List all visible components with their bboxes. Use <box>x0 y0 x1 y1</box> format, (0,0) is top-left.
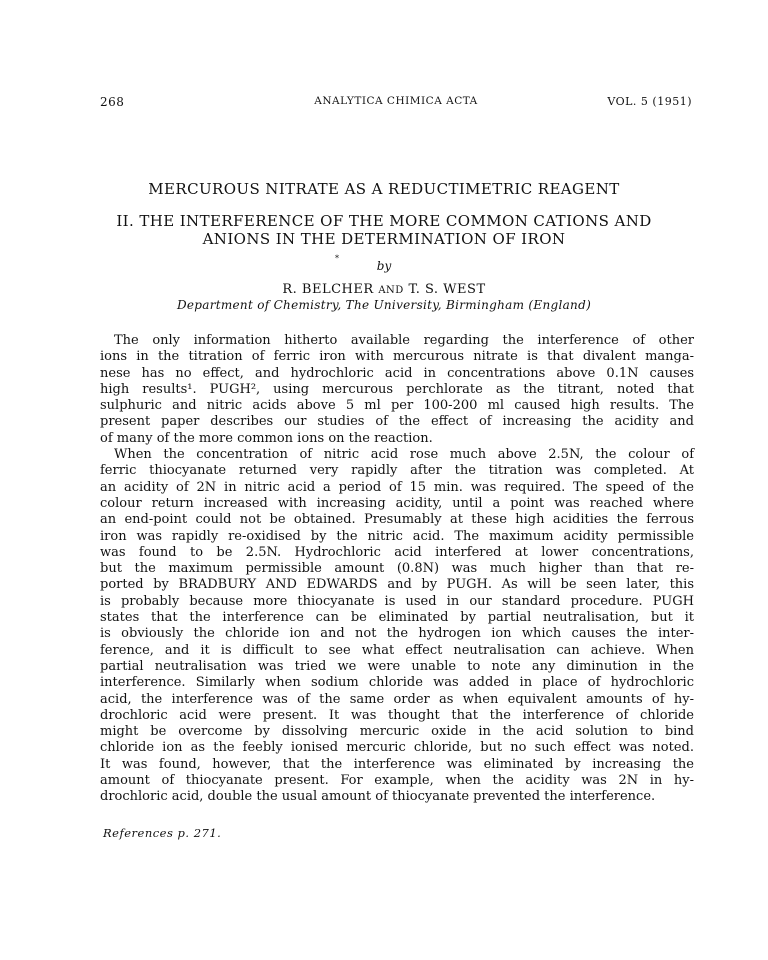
journal-name: ANALYTICA CHIMICA ACTA <box>314 95 478 107</box>
text-line: amount of thiocyanate present. For example, when the acidity was 2N in hy- <box>100 773 694 789</box>
paragraph-2 <box>100 447 694 806</box>
text-line: ions in the titration of ferric iron with mercurous nitrate is that divalent manga- <box>100 349 694 365</box>
text-line: ferric thiocyanate returned very rapidly after the titration was completed. At <box>100 463 694 479</box>
author-conjunction: AND <box>378 285 404 296</box>
text-line: iron was rapidly re-oxidised by the nitric acid. The maximum acidity permissible <box>100 528 694 544</box>
page-number: 268 <box>100 95 125 109</box>
text-line: chloride ion as the feebly ionised mercuric chloride, but no such effect was noted. <box>100 740 694 756</box>
text-line: drochloric acid, double the usual amount of thiocyanate prevented the interference. <box>100 789 656 805</box>
author-1: R. BELCHER <box>282 282 374 297</box>
text-line: ference, and it is difficult to see what effect neutralisation can achieve. When <box>100 642 694 658</box>
text-line: of many of the more common ions on the reaction. <box>100 430 433 446</box>
references-note: References p. 271. <box>103 826 222 840</box>
running-head <box>100 95 692 113</box>
affiliation: Department of Chemistry, The University, Birmingham (England) <box>176 298 592 312</box>
text-line: is obviously the chloride ion and not the hydrogen ion which causes the inter- <box>100 626 694 642</box>
text-line: acid, the interference was of the same order as when equivalent amounts of hy- <box>100 691 694 707</box>
paragraph-1 <box>100 333 694 447</box>
article-title: MERCUROUS NITRATE AS A REDUCTIMETRIC REAGENT <box>148 180 620 198</box>
article-subtitle-line2: ANIONS IN THE DETERMINATION OF IRON <box>202 230 566 248</box>
text-line: colour return increased with increasing acidity, until a point was reached where <box>100 495 694 511</box>
text-line: interference. Similarly when sodium chloride was added in place of hydrochloric <box>100 675 694 691</box>
article-body <box>100 333 694 806</box>
text-line: an acidity of 2N in nitric acid a period of 15 min. was required. The speed of the <box>100 479 694 495</box>
text-line: When the concentration of nitric acid rose much above 2.5N, the colour of <box>114 447 694 463</box>
text-line: present paper describes our studies of the effect of increasing the acidity and <box>100 414 694 430</box>
text-line: is probably because more thiocyanate is used in our standard procedure. PUGH <box>100 593 694 609</box>
text-line: It was found, however, that the interference was eliminated by increasing the <box>100 756 694 772</box>
article-subtitle-line1: II. THE INTERFERENCE OF THE MORE COMMON CATIONS AND <box>116 212 652 230</box>
byline-by: by <box>376 259 392 273</box>
text-line: partial neutralisation was tried we were unable to note any diminution in the <box>100 658 694 674</box>
footnote-star: * <box>335 254 339 263</box>
text-line: sulphuric and nitric acids above 5 ml per 100-200 ml caused high results. The <box>100 398 694 414</box>
text-line: an end-point could not be obtained. Presumably at these high acidities the ferrous <box>100 512 694 528</box>
text-line: nese has no effect, and hydrochloric acid in concentrations above 0.1N causes <box>100 365 694 381</box>
text-line: drochloric acid were present. It was thought that the interference of chloride <box>100 707 694 723</box>
volume-info: VOL. 5 (1951) <box>607 95 692 108</box>
author-2: T. S. WEST <box>408 282 486 297</box>
text-line: might be overcome by dissolving mercuric oxide in the acid solution to bind <box>100 724 694 740</box>
text-line: high results¹. PUGH², using mercurous perchlorate as the titrant, noted that <box>100 381 694 397</box>
text-line: states that the interference can be eliminated by partial neutralisation, but it <box>100 610 694 626</box>
text-line: but the maximum permissible amount (0.8N) was much higher than that re- <box>100 561 694 577</box>
text-line: was found to be 2.5N. Hydrochloric acid interfered at lower concentrations, <box>100 544 694 560</box>
text-line: ported by BRADBURY AND EDWARDS and by PUGH. As will be seen later, this <box>100 577 694 593</box>
authors <box>0 282 768 297</box>
text-line: The only information hitherto available regarding the interference of other <box>114 333 694 348</box>
